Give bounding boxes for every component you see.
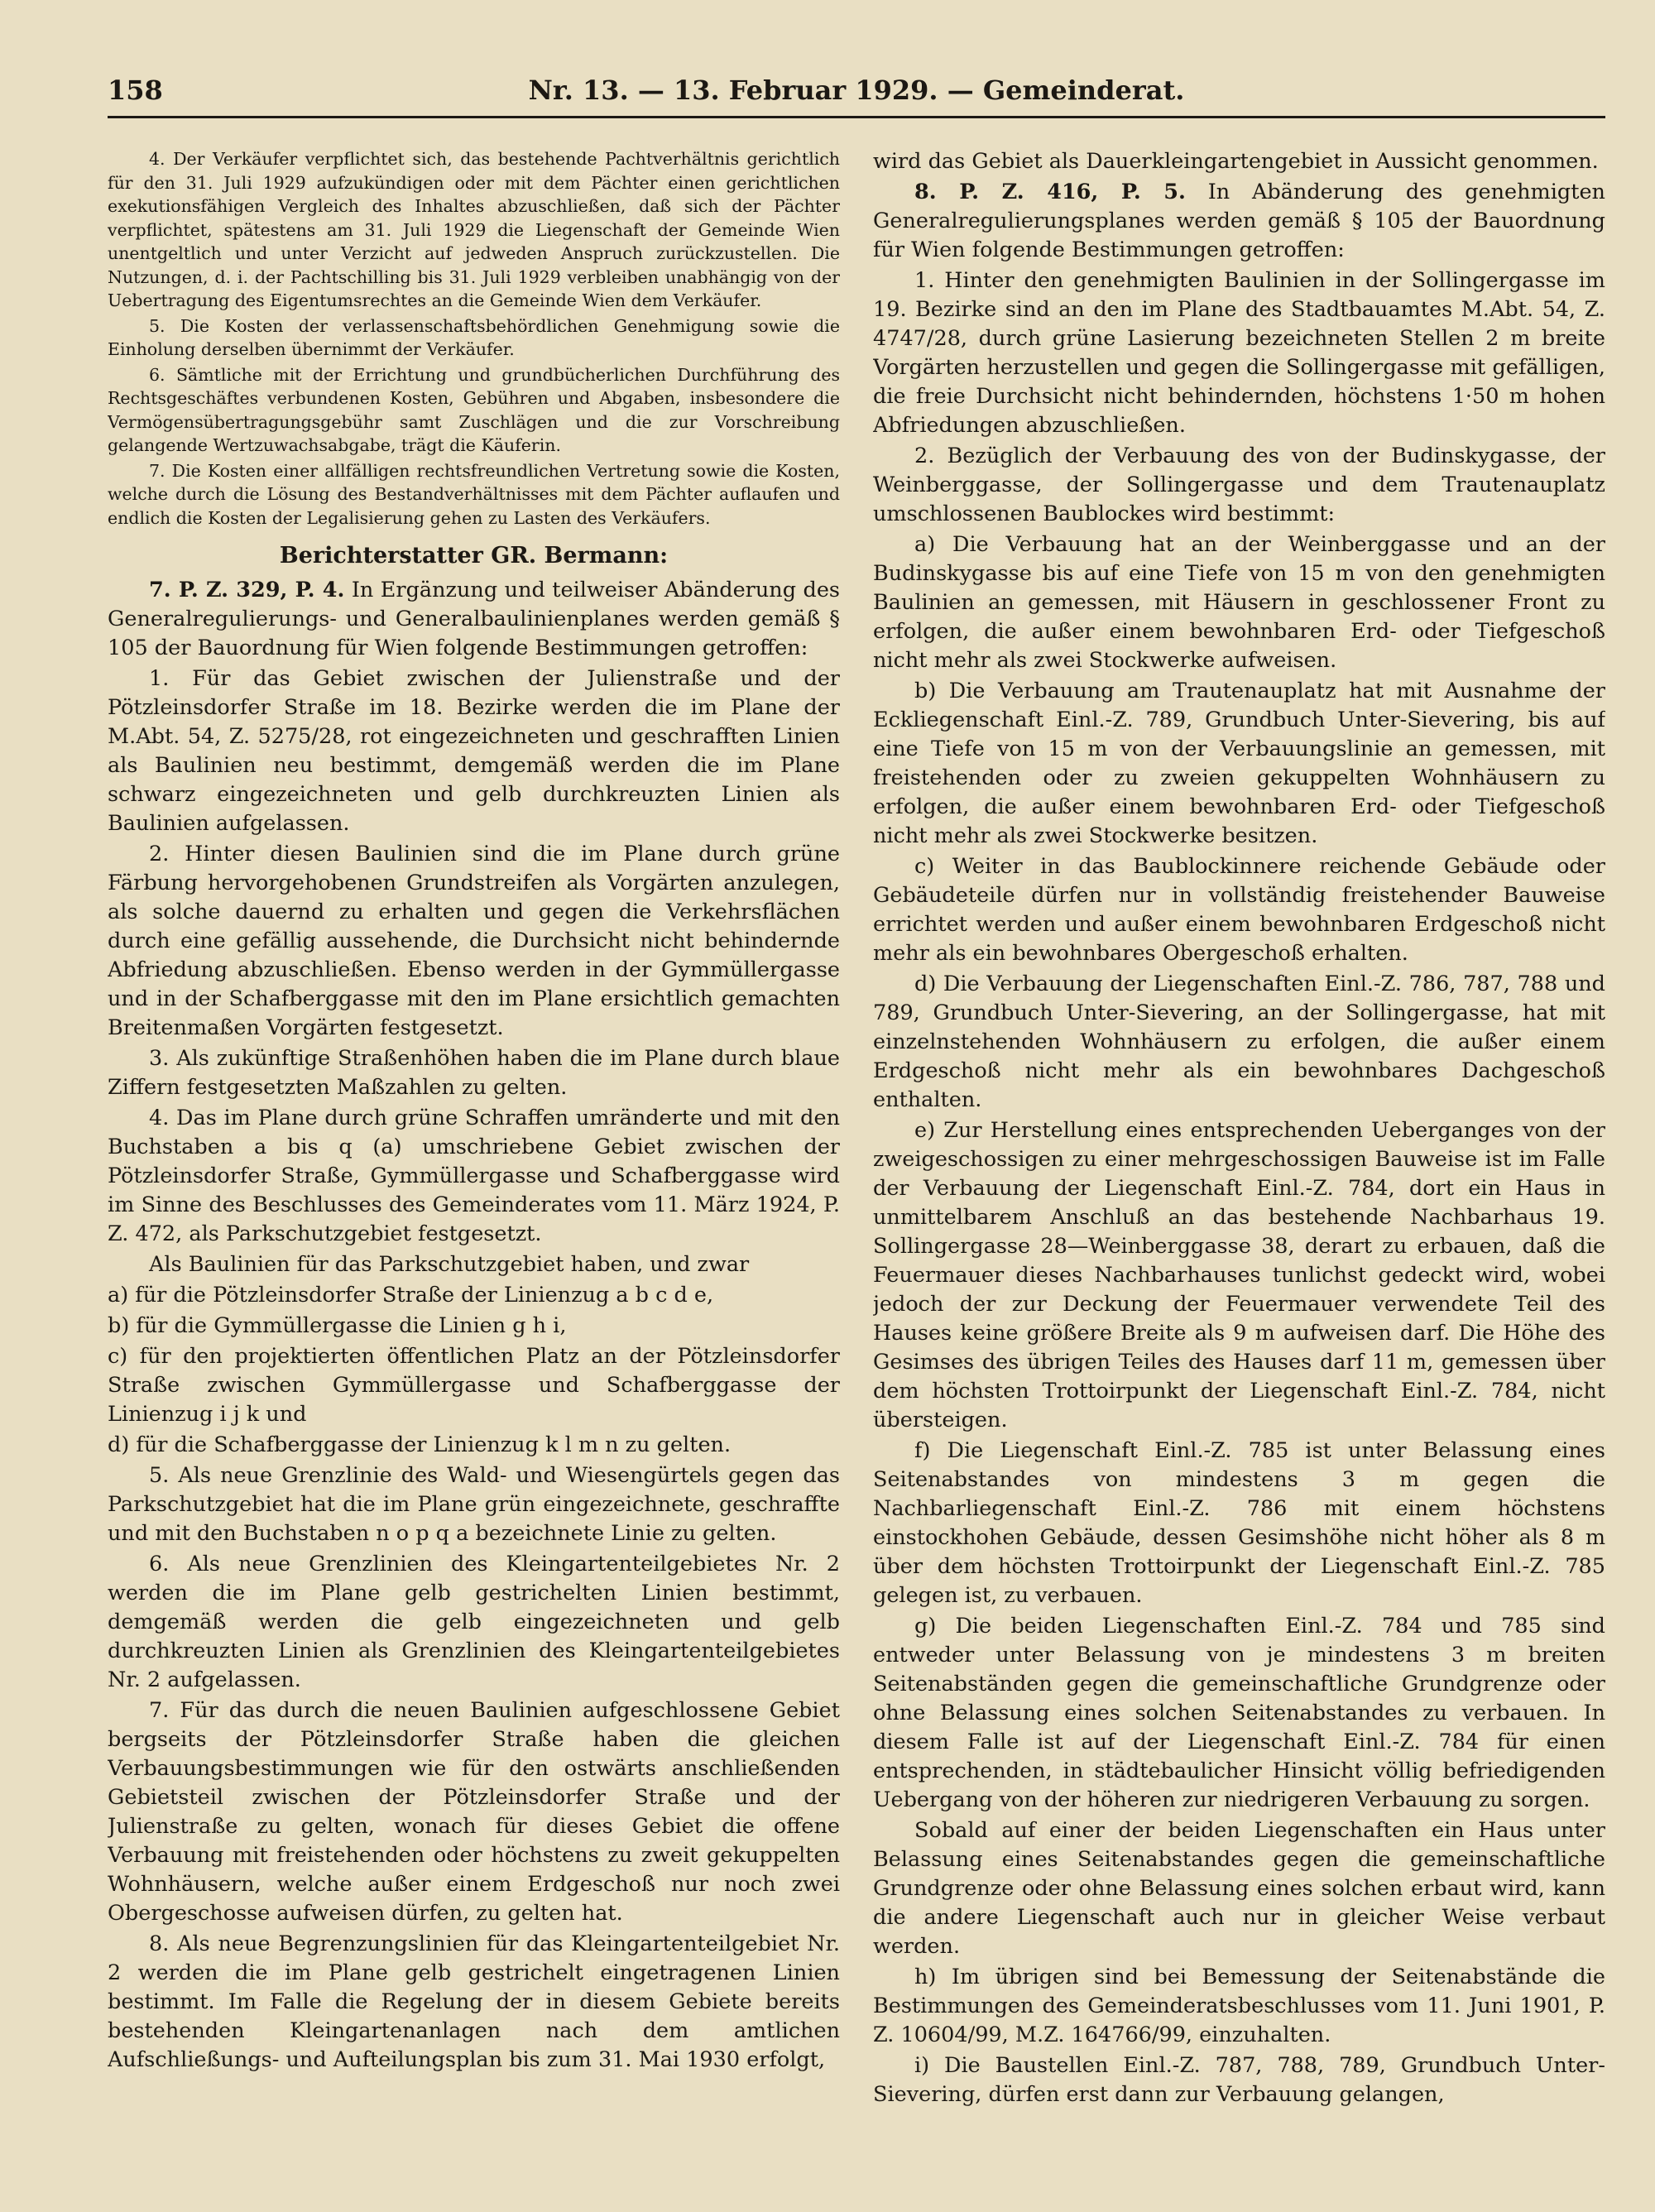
paragraph: 4. Der Verkäufer verpflichtet sich, das bestehende Pachtverhältnis gerichtlich für den 31. Juli 1929 aufzukündigen oder mit dem Pächter einen gerichtlichen exekutionsfähigen Vergleich des Inhaltes abzuschließen, daß sich der Pächter verpflichtet, spätestens am 31. Juli 1929 die Liegenschaft der Gemeinde Wien unentgeltlich und unter Verzicht auf jedweden Anspruch zurückzustellen. Die Nutzungen, d. i. der Pachtschilling bis 31. Juli 1929 verbleiben unabhängig von der Uebertragung des Eigentumsrechtes an die Gemeinde Wien dem Verkäufer.	[108, 149, 840, 310]
paragraph: 8. Als neue Begrenzungslinien für das Kleingartenteilgebiet Nr. 2 werden die im Plane gelb gestrichelt eingetragenen Linien bestimmt. Im Falle die Regelung der in diesem Gebiete bereits bestehenden Kleingartenanlagen nach dem amtlichen Aufschließungs- und Aufteilungsplan bis zum 31. Mai 1930 erfolgt,	[108, 1931, 840, 2072]
paragraph: 7. Für das durch die neuen Baulinien aufgeschlossene Gebiet bergseits der Pötzleinsdorfer Straße haben die gleichen Verbauungsbestimmungen wie für den ostwärts anschließenden Gebietsteil zwischen der Pötzleinsdorfer Straße und der Julienstraße zu gelten, wonach für dieses Gebiet die offene Verbauung mit freistehenden oder höchstens zu zweit gekuppelten Wohnhäusern, welche außer einem Erdgeschoß nur noch zwei Obergeschosse aufweisen dürfen, zu gelten hat.	[108, 1698, 840, 1926]
item-7-paragraph	[108, 576, 840, 663]
paragraph: i) Die Baustellen Einl.-Z. 787, 788, 789, Grundbuch Unter-Sievering, dürfen erst dann zur Verbauung gelangen,	[873, 2053, 1605, 2107]
page-number: 158	[108, 74, 163, 106]
paragraph: f) Die Liegenschaft Einl.-Z. 785 ist unter Belassung eines Seitenabstandes von mindestens 3 m gegen die Nachbarliegenschaft Einl.-Z. 786 mit einem höchstens einstockhohen Gebäude, dessen Gesimshöhe nicht höher als 8 m über dem höchsten Trottoirpunkt der Liegenschaft Einl.-Z. 785 gelegen ist, zu verbauen.	[873, 1438, 1605, 1608]
rapporteur-heading: Berichterstatter GR. Bermann:	[279, 543, 669, 569]
item-8-lead: 8. P. Z. 416, P. 5.	[914, 180, 1186, 204]
list-item: a) für die Pötzleinsdorfer Straße der Linienzug a b c d e,	[108, 1283, 714, 1308]
paragraph: 1. Für das Gebiet zwischen der Julienstraße und der Pötzleinsdorfer Straße im 18. Bezirke werden die im Plane der M.Abt. 54, Z. 5275/28, rot eingezeichneten und geschrafften Linien als Baulinien neu bestimmt, demgemäß werden die im Plane schwarz eingezeichneten und gelb durchkreuzten Linien als Baulinien aufgelassen.	[108, 666, 840, 836]
page-header	[108, 66, 1605, 116]
right-column	[873, 147, 1605, 2179]
paragraph: 6. Als neue Grenzlinien des Kleingartenteilgebietes Nr. 2 werden die im Plane gelb gestrichelten Linien bestimmt, demgemäß werden die gelb eingezeichneten und gelb durchkreuzten Linien als Grenzlinien des Kleingartenteilgebietes Nr. 2 aufgelassen.	[108, 1552, 840, 1692]
paragraph: 2. Hinter diesen Baulinien sind die im Plane durch grüne Färbung hervorgehobenen Grundstreifen als Vorgärten anzulegen, als solche dauernd zu erhalten und gegen die Verkehrsflächen durch eine gefällig aussehende, die Durchsicht nicht behindernde Abfriedung abzuschließen. Ebenso werden in der Gymmüllergasse und in der Schafberggasse mit den im Plane ersichtlich gemachten Breitenmaßen Vorgärten festgesetzt.	[108, 842, 840, 1040]
paragraph: c) Weiter in das Baublockinnere reichende Gebäude oder Gebäudeteile dürfen nur in vollständig freistehender Bauweise errichtet werden und außer einem bewohnbaren Erdgeschoß nicht mehr als ein bewohnbares Obergeschoß erhalten.	[873, 854, 1605, 966]
paragraph: d) Die Verbauung der Liegenschaften Einl.-Z. 786, 787, 788 und 789, Grundbuch Unter-Sievering, an der Sollingergasse, hat mit einzelnstehenden Wohnhäusern zu erfolgen, die außer einem Erdgeschoß nicht mehr als ein bewohnbares Dachgeschoß enthalten.	[873, 972, 1605, 1112]
paragraph: Als Baulinien für das Parkschutzgebiet haben, und zwar	[149, 1252, 750, 1277]
paragraph: 5. Die Kosten der verlassenschaftsbehördlichen Genehmigung sowie die Einholung derselben übernimmt der Verkäufer.	[108, 315, 840, 359]
paragraph: 5. Als neue Grenzlinie des Wald- und Wiesengürtels gegen das Parkschutzgebiet hat die im Plane grün eingezeichnete, geschraffte und mit den Buchstaben n o p q a bezeichnete Linie zu gelten.	[108, 1463, 840, 1546]
contract-terms	[108, 147, 840, 530]
paragraph: g) Die beiden Liegenschaften Einl.-Z. 784 und 785 sind entweder unter Belassung von je mindestens 3 m breiten Seitenabständen gegen die gemeinschaftliche Grundgrenze oder ohne Belassung eines solchen Seitenabstandes zu verbauen. In diesem Falle ist auf der Liegenschaft Einl.-Z. 784 für einen entsprechenden, in städtebaulicher Hinsicht völlig befriedigenden Uebergang von der höheren zur niedrigeren Verbauung zu sorgen.	[873, 1614, 1605, 1812]
paragraph: 4. Das im Plane durch grüne Schraffen umränderte und mit den Buchstaben a bis q (a) umschriebene Gebiet zwischen der Pötzleinsdorfer Straße, Gymmüllergasse und Schafberggasse wird im Sinne des Beschlusses des Gemeinderates vom 11. März 1924, P. Z. 472, als Parkschutzgebiet festgesetzt.	[108, 1106, 840, 1246]
item-7-text: In Ergänzung und teilweiser Abänderung des Generalregulierungs- und Generalbaulinienplanes werden gemäß § 105 der Bauordnung für Wien folgende Bestimmungen getroffen:	[108, 578, 840, 660]
list-item: d) für die Schafberggasse der Linienzug k l m n zu gelten.	[108, 1432, 732, 1457]
header-rule	[108, 116, 1605, 118]
text-columns	[108, 147, 1605, 2179]
item-7-lead: 7. P. Z. 329, P. 4.	[149, 578, 345, 602]
resolution-text	[108, 541, 840, 2075]
paragraph: 1. Hinter den genehmigten Baulinien in der Sollingergasse im 19. Bezirke sind an den im Plane des Stadtbauamtes M.Abt. 54, Z. 4747/28, durch grüne Lasierung bezeichneten Stellen 2 m breite Vorgärten herzustellen und gegen die Sollingergasse mit gefälligen, die freie Durchsicht nicht behindernden, höchstens 1·50 m hohen Abfriedungen abzuschließen.	[873, 268, 1605, 438]
paragraph: 6. Sämtliche mit der Errichtung und grundbücherlichen Durchführung des Rechtsgeschäftes verbundenen Kosten, Gebühren und Abgaben, insbesondere die Vermögensübertragungsgebühr samt Zuschlägen und die zur Vorschreibung gelangende Wertzuwachsabgabe, trägt die Käuferin.	[108, 364, 840, 455]
list-item: b) für die Gymmüllergasse die Linien g h i,	[108, 1313, 567, 1338]
item-8-text: In Abänderung des genehmigten Generalregulierungsplanes werden gemäß § 105 der Bauordnung für Wien folgende Bestimmungen getroffen:	[873, 180, 1605, 262]
item-8-paragraph	[873, 178, 1605, 265]
continuation-paragraph: wird das Gebiet als Dauerkleingartengebiet in Aussicht genommen.	[873, 149, 1599, 174]
paragraph: 2. Bezüglich der Verbauung des von der Budinskygasse, der Weinberggasse, der Sollingergasse und dem Trautenauplatz umschlossenen Baublockes wird bestimmt:	[873, 444, 1605, 526]
paragraph: b) Die Verbauung am Trautenauplatz hat mit Ausnahme der Eckliegenschaft Einl.-Z. 789, Grundbuch Unter-Sievering, bis auf eine Tiefe von 15 m von der Verbauungslinie an gemessen, mit freistehenden oder zu zweien gekuppelten Wohnhäusern zu erfolgen, die außer einem bewohnbaren Erd- oder Tiefgeschoß nicht mehr als zwei Stockwerke besitzen.	[873, 679, 1605, 848]
paragraph: e) Zur Herstellung eines entsprechenden Ueberganges von der zweigeschossigen zu einer mehrgeschossigen Bauweise ist im Falle der Verbauung der Liegenschaft Einl.-Z. 784, dort ein Haus in unmittelbarem Anschluß an das bestehende Nachbarhaus 19. Sollingergasse 28—Weinberggasse 38, derart zu erbauen, daß die Feuermauer dieses Nachbarhauses tunlichst gedeckt wird, wobei jedoch der zur Deckung der Feuermauer verwendete Teil des Hauses keine größere Breite als 9 m aufweisen darf. Die Höhe des Gesimses des übrigen Teiles des Hauses darf 11 m, gemessen über dem höchsten Trottoirpunkt der Liegenschaft Einl.-Z. 784, nicht übersteigen.	[873, 1118, 1605, 1432]
left-column	[108, 147, 840, 2179]
list-item: c) für den projektierten öffentlichen Platz an der Pötzleinsdorfer Straße zwischen Gymmüllergasse und Schafberggasse der Linienzug i j k und	[108, 1344, 840, 1427]
running-title: Nr. 13. — 13. Februar 1929. — Gemeinderat.	[528, 74, 1185, 106]
paragraph: 7. Die Kosten einer allfälligen rechtsfreundlichen Vertretung sowie die Kosten, welche durch die Lösung des Bestandverhältnisses mit dem Pächter auflaufen und endlich die Kosten der Legalisierung gehen zu Lasten des Verkäufers.	[108, 460, 840, 528]
paragraph: Sobald auf einer der beiden Liegenschaften ein Haus unter Belassung eines Seitenabstandes gegen die gemeinschaftliche Grundgrenze oder ohne Belassung eines solchen erbaut wird, kann die andere Liegenschaft auch nur in gleicher Weise verbaut werden.	[873, 1818, 1605, 1959]
paragraph: a) Die Verbauung hat an der Weinberggasse und an der Budinskygasse bis auf eine Tiefe von 15 m von den genehmigten Baulinien an gemessen, mit Häusern in geschlossener Front zu erfolgen, die außer einem bewohnbaren Erd- oder Tiefgeschoß nicht mehr als zwei Stockwerke aufweisen.	[873, 532, 1605, 673]
paragraph: h) Im übrigen sind bei Bemessung der Seitenabstände die Bestimmungen des Gemeinderatsbeschlusses vom 11. Juni 1901, P. Z. 10604/99, M.Z. 164766/99, einzuhalten.	[873, 1965, 1605, 2047]
paragraph: 3. Als zukünftige Straßenhöhen haben die im Plane durch blaue Ziffern festgesetzten Maßzahlen zu gelten.	[108, 1046, 840, 1100]
